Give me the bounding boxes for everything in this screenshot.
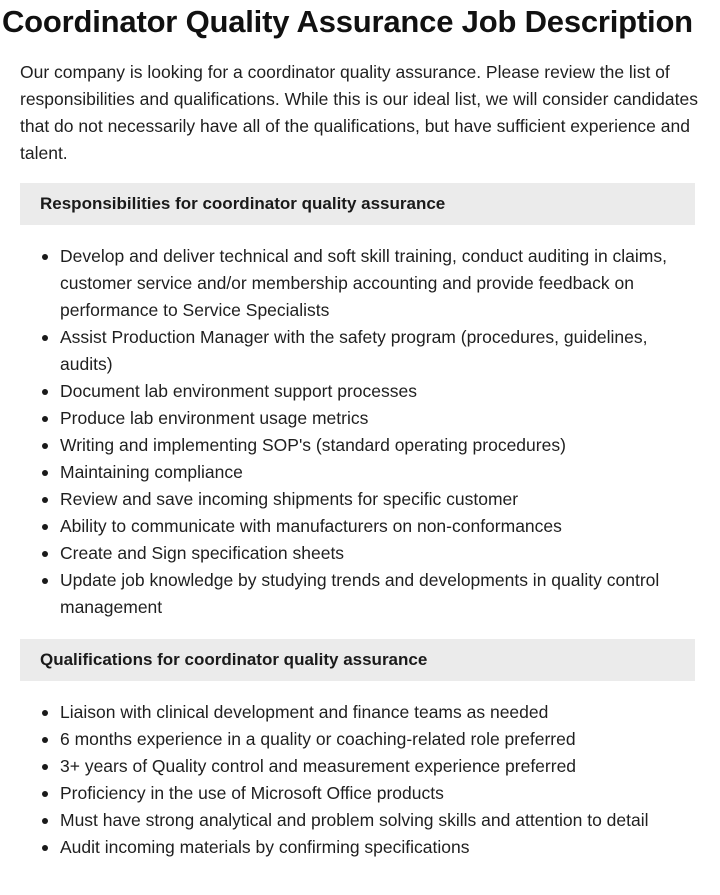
list-item: Assist Production Manager with the safety program (procedures, guidelines, audits) — [20, 324, 690, 378]
responsibilities-list — [20, 243, 690, 621]
list-item: Document lab environment support processes — [20, 378, 690, 405]
page-title: Coordinator Quality Assurance Job Description — [2, 4, 693, 39]
list-item: Develop and deliver technical and soft skill training, conduct auditing in claims, customer service and/or membership accounting and provide feedback on performance to Service Specialists — [20, 243, 690, 324]
list-item: Audit incoming materials by confirming specifications — [20, 834, 690, 861]
list-item: Liaison with clinical development and finance teams as needed — [20, 699, 690, 726]
qualifications-heading: Qualifications for coordinator quality assurance — [20, 639, 695, 681]
responsibilities-heading: Responsibilities for coordinator quality assurance — [20, 183, 695, 225]
list-item: Update job knowledge by studying trends and developments in quality control management — [20, 567, 690, 621]
list-item: Must have strong analytical and problem solving skills and attention to detail — [20, 807, 690, 834]
list-item: Create and Sign specification sheets — [20, 540, 690, 567]
qualifications-list — [20, 699, 690, 861]
list-item: 6 months experience in a quality or coaching-related role preferred — [20, 726, 690, 753]
list-item: 3+ years of Quality control and measurement experience preferred — [20, 753, 690, 780]
list-item: Ability to communicate with manufacturers on non-conformances — [20, 513, 690, 540]
list-item: Proficiency in the use of Microsoft Office products — [20, 780, 690, 807]
list-item: Maintaining compliance — [20, 459, 690, 486]
intro-paragraph: Our company is looking for a coordinator quality assurance. Please review the list of responsibilities and qualifications. While this is our ideal list, we will consider candidates that do not necessarily have all of the qualifications, but have sufficient experience and talent. — [20, 62, 698, 163]
list-item: Writing and implementing SOP's (standard operating procedures) — [20, 432, 690, 459]
list-item: Produce lab environment usage metrics — [20, 405, 690, 432]
list-item: Review and save incoming shipments for specific customer — [20, 486, 690, 513]
